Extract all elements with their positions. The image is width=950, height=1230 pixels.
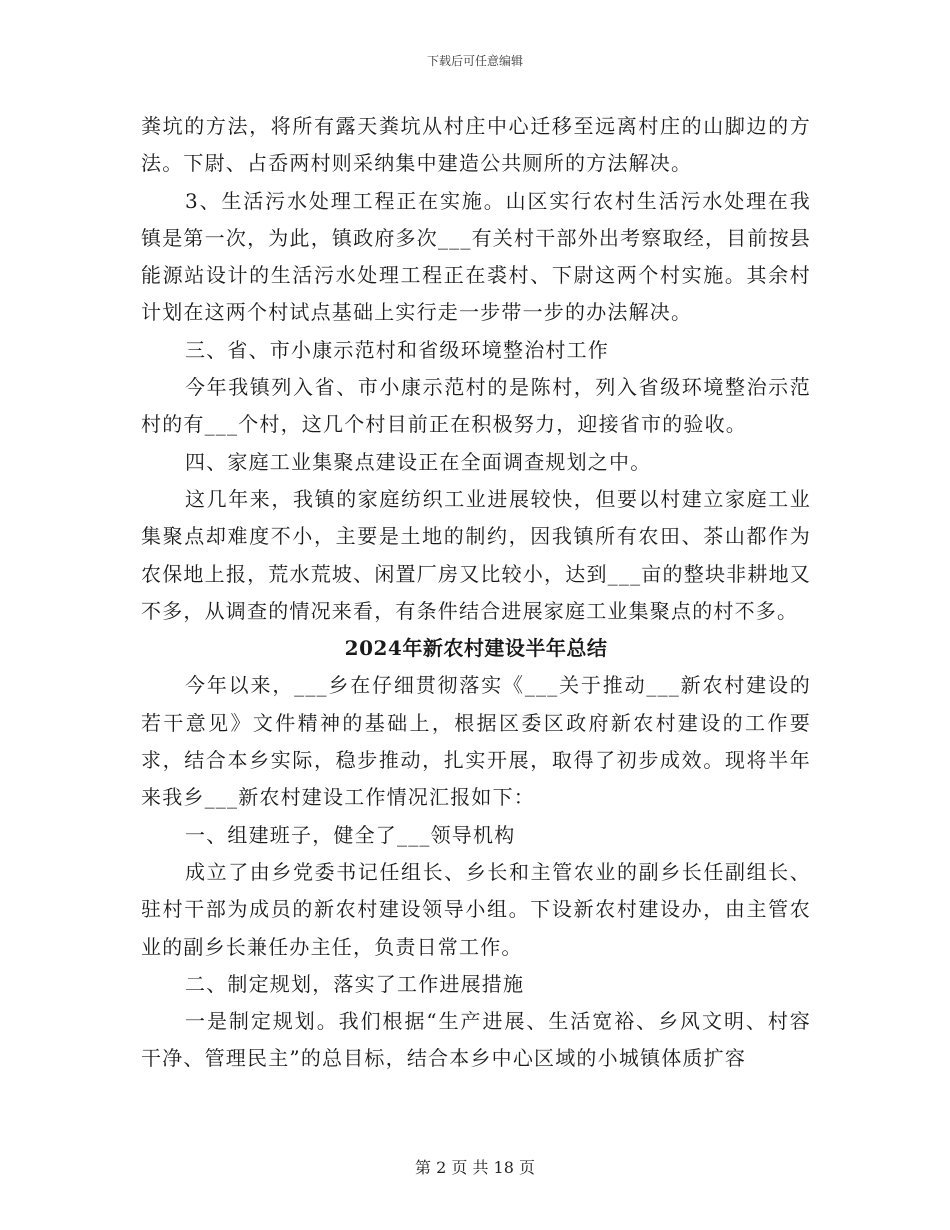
document-body <box>141 108 811 1078</box>
paragraph-1: 粪坑的方法，将所有露天粪坑从村庄中心迁移至远离村庄的山脚边的方法。下尉、占岙两村则采纳集中建造公共厕所的方法解决。 <box>141 114 811 176</box>
paragraph-6: 这几年来，我镇的家庭纺织工业进展较快，但要以村建立家庭工业集聚点却难度不小，主要是土地的制约，因我镇所有农田、茶山都作为农保地上报，荒水荒坡、闲置厂房又比较小，达到___亩的整块非耕地又不多，从调查的情况来看，有条件结合进展家庭工业集聚点的村不多。 <box>141 486 811 623</box>
paragraph-7: 今年以来，___乡在仔细贯彻落实《___关于推动___新农村建设的若干意见》文件精神的基础上，根据区委区政府新农村建设的工作要求，结合本乡实际，稳步推动，扎实开展，取得了初步成效。现将半年来我乡___新农村建设工作情况汇报如下： <box>141 673 811 810</box>
section-heading-3: 三、省、市小康示范村和省级环境整治村工作 <box>185 337 609 362</box>
page-header-note: 下载后可任意编辑 <box>426 54 523 68</box>
document-title: 2024年新农村建设半年总结 <box>344 636 608 661</box>
paragraph-9: 成立了由乡党委书记任组长、乡长和主管农业的副乡长任副组长、驻村干部为成员的新农村建设领导小组。下设新农村建设办，由主管农业的副乡长兼任办主任，负责日常工作。 <box>141 859 811 959</box>
paragraph-4: 今年我镇列入省、市小康示范村的是陈村，列入省级环境整治示范村的有___个村，这几个村目前正在积极努力，迎接省市的验收。 <box>141 375 811 437</box>
section-heading-2: 二、制定规划，落实了工作进展措施 <box>185 971 525 996</box>
paragraph-11: 一是制定规划。我们根据“生产进展、生活宽裕、乡风文明、村容干净、管理民主”的总目标，结合本乡中心区域的小城镇体质扩容 <box>141 1009 811 1071</box>
paragraph-2: 3、生活污水处理工程正在实施。山区实行农村生活污水处理在我镇是第一次，为此，镇政府多次___有关村干部外出考察取经，目前按县能源站设计的生活污水处理工程正在裘村、下尉这两个村实施。其余村计划在这两个村试点基础上实行走一步带一步的办法解决。 <box>141 188 811 325</box>
page-number-footer: 第 2 页 共 18 页 <box>415 1158 535 1177</box>
section-heading-4: 四、家庭工业集聚点建设正在全面调查规划之中。 <box>185 449 652 474</box>
section-heading-1: 一、组建班子，健全了___领导机构 <box>185 822 516 847</box>
